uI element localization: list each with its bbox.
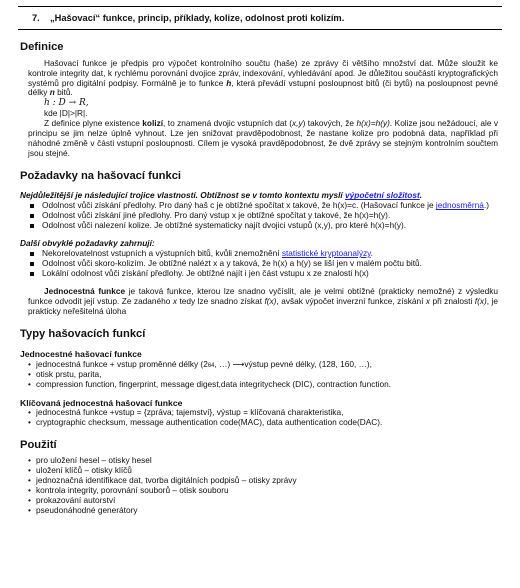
definice-paragraph-2: Z definice plyne existence kolizí, to znamená dvojic vstupních dat (x,y) takových, že h(x)=h(y). Kolize jsou nežádoucí, ale v principu se jim nelze úplně vyhnout. Lze jen snižovat pravděpodobnost, že nastane kolize pro podobná data, například při náhodné změně v části vstupní posloupnosti. Cílem je vysoká pravděpodobnost, že dvě zprávy se stejným kontrolním součtem jsou stejné. [28,118,499,159]
formula-note: kde |D|>|R|. [44,108,88,119]
chapter-number: 7. [32,13,40,23]
jednocestna-funkce-paragraph: Jednocestná funkce je taková funkce, kterou lze snadno vyčíslit, ale je velmi obtížné (prakticky nemožné) z výsledku funkce odvodit její vstup. Ze zadaného x tedy lze snadno získat f(x), avšak výpočet inverzní funkce, získání x při znalosti f(x), je prakticky neřešitelná úloha [28,286,498,316]
typy-list-2 [8,408,512,428]
list-item: Odolnost vůči získání předlohy. Pro daný haš c je obtížné spočítat x takové, že h(x)=c. (Hašovací funkce je jednosměrná.) [42,201,498,211]
chapter-title [18,7,502,29]
typy-list-1 [8,360,512,390]
section-pouziti-heading: Použití [20,438,57,451]
list-item: Odolnost vůči získání jiné předlohy. Pro daný vstup x je obtížné spočítat y takové, že h(x)=h(y). [42,211,498,221]
list-item: Nekorelovatelnost vstupních a výstupních bitů, kvůli znemožnění statistické kryptoanalýzy. [42,249,498,259]
list-item: Odolnost vůči nalezení kolize. Je obtížné systematicky najít dvojici vstupů (x,y), pro které h(x)=h(y). [42,221,498,231]
list-item: • otisk prstu, parita, [28,370,498,380]
list-item: • jednocestná funkce + vstup proměnné délky (264, …) ⟶výstup pevné délky, (128, 160, …), [28,360,498,370]
pouziti-list [8,456,512,516]
section-definice-heading: Definice [20,41,64,54]
dalsi-pozadavky-heading: Další obvyklé požadavky zahrnují: [20,238,155,249]
dalsi-pozadavky-list [8,249,512,279]
list-item: • compression function, fingerprint, message digest,data integritycheck (DIC), contraction function. [28,380,498,390]
section-pozadavky-heading: Požadavky na hašovací funkci [20,169,182,182]
link-statisticke-kryptoanalyzy[interactable]: statistické kryptoanalýzy [281,248,371,259]
subsection-klicovana: Klíčovaná jednocestná hašovací funkce [20,397,183,408]
list-item: Odolnost vůči skoro-kolizím. Je obtížné nalézt x a y taková, že h(x) a h(y) se liší jen v malém počtu bitů. [42,259,498,269]
list-item: • prokazování autorství [28,496,498,506]
pozadavky-intro: Nejdůležitější je následující trojice vlastností. Obtížnost se v tomto kontextu myslí výpočetní složitost. [20,190,423,201]
pozadavky-list [8,201,512,231]
list-item: • pro uložení hesel – otisky hesel [28,456,498,466]
link-vypocetni-slozitost[interactable]: výpočetní složitost [345,190,420,201]
list-item: • jednoznačná identifikace dat, tvorba digitálních podpisů – otisky zprávy [28,476,498,486]
chapter-title-text: „Hašovací“ funkce, princip, příklady, kolize, odolnost proti kolizím. [50,13,345,23]
formula: h : D → R, [44,98,89,109]
section-typy-heading: Typy hašovacích funkcí [20,327,146,340]
subsection-jednocestne: Jednocestné hašovací funkce [20,349,142,360]
link-jednosmerna[interactable]: jednosměrná [435,200,484,211]
list-item: • cryptographic checksum, message authentication code(MAC), data authentication code(DAC). [28,418,498,428]
list-item: • pseudonáhodné generátory [28,506,498,516]
definice-paragraph-1: Hašovací funkce je předpis pro výpočet kontrolního součtu (haše) ze zprávy či většího množství dat. Může sloužit ke kontrole integrity dat, k rychlému porovnání dvojice zpráv, indexování, vyhledávání apod. Je důležitou součástí kryptografických systémů pro digitální podpisy. Formálně je to funkce h, která převádí vstupní posloupnost bitů (či bytů) na posloupnost pevné délky n bitů. [28,57,498,98]
list-item: • kontrola integrity, porovnání souborů – otisk souboru [28,486,498,496]
list-item: • jednocestná funkce +vstup = {zpráva; tajemství}, výstup = klíčovaná charakteristika, [28,408,498,418]
list-item: Lokální odolnost vůči získání předlohy. Je obtížné najít i jen část vstupu x ze znalosti h(x) [42,269,498,279]
list-item: • uložení klíčů – otisky klíčů [28,466,498,476]
